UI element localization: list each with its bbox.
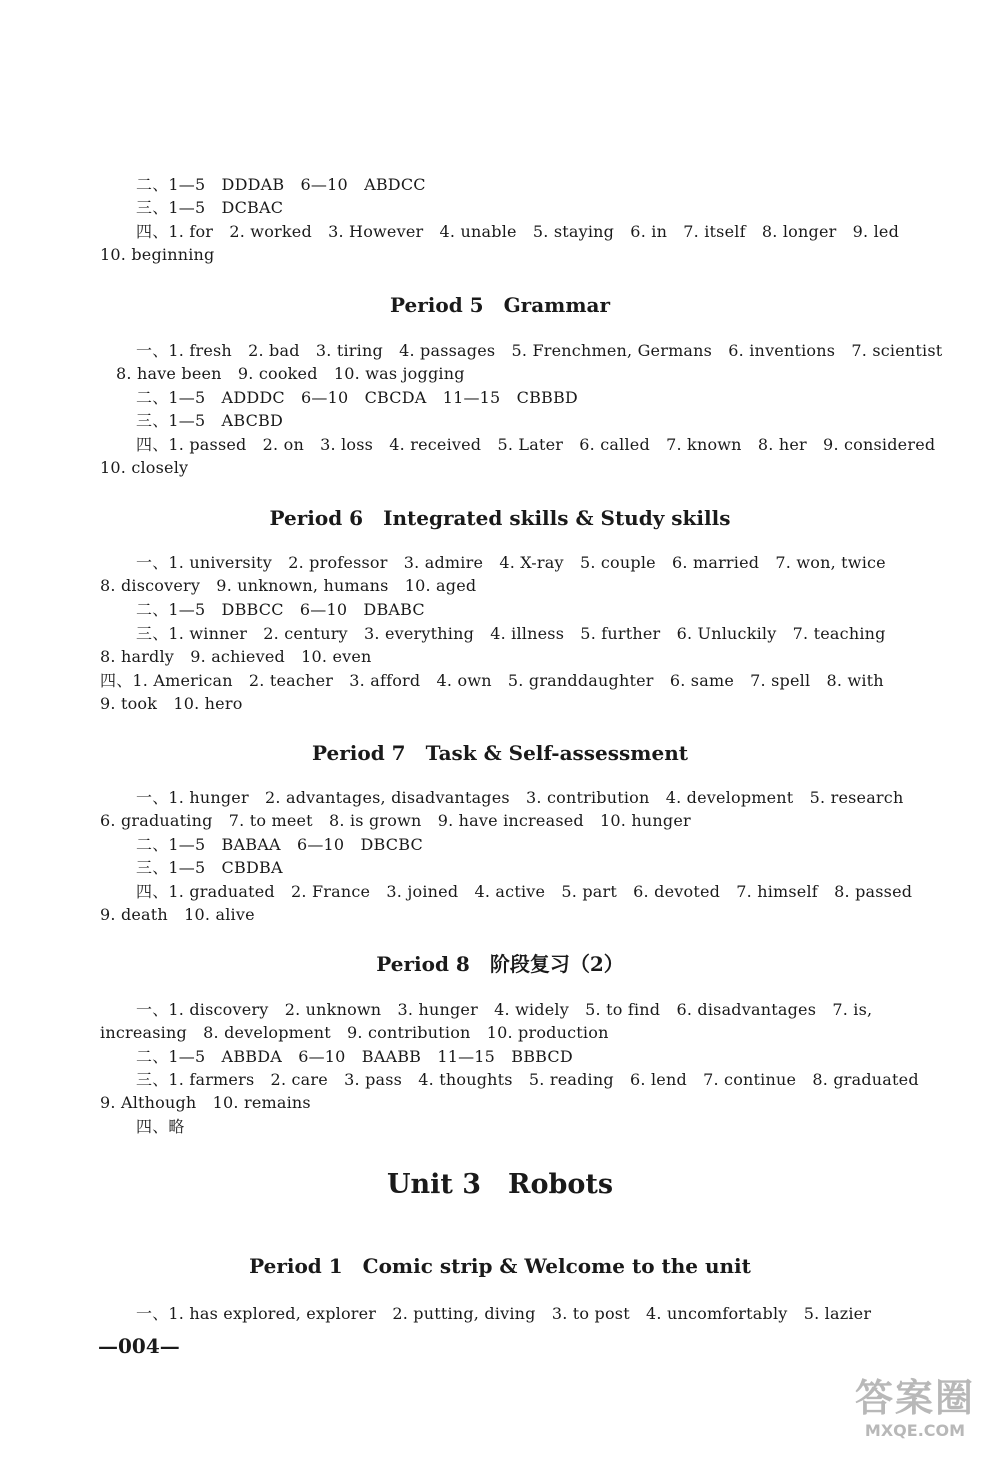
answer-line: 三、1—5 DCBAC xyxy=(136,198,284,217)
answer-line: 8. have been 9. cooked 10. was jogging xyxy=(116,364,465,383)
section-heading: Period 6 Integrated skills & Study skills xyxy=(269,506,731,530)
answer-line: 四、略 xyxy=(136,1117,185,1136)
answer-line: 10. beginning xyxy=(100,245,215,264)
answer-line: 三、1—5 CBDBA xyxy=(136,858,283,877)
answer-line: 二、1—5 DBBCC 6—10 DBABC xyxy=(136,600,425,619)
section-heading: Period 7 Task & Self-assessment xyxy=(312,741,688,765)
answer-line: 9. took 10. hero xyxy=(100,694,243,713)
unit-heading: Unit 3 Robots xyxy=(386,1169,614,1200)
answer-line: 二、1—5 BABAA 6—10 DBCBC xyxy=(136,835,423,854)
answer-line: 三、1. winner 2. century 3. everything 4. illness 5. further 6. Unluckily 7. teaching xyxy=(136,624,886,643)
section-heading: Period 1 Comic strip & Welcome to the unit xyxy=(249,1254,751,1278)
section-heading: Period 5 Grammar xyxy=(390,293,610,317)
answer-line: 四、1. passed 2. on 3. loss 4. received 5. Later 6. called 7. known 8. her 9. considered xyxy=(136,435,936,454)
answer-line: 二、1—5 ADDDC 6—10 CBCDA 11—15 CBBBD xyxy=(136,388,578,407)
answer-line: 四、1. for 2. worked 3. However 4. unable 5. staying 6. in 7. itself 8. longer 9. led xyxy=(136,222,900,241)
answer-line: 9. death 10. alive xyxy=(100,905,255,924)
answer-line: 三、1—5 ABCBD xyxy=(136,411,283,430)
answer-line: 9. Although 10. remains xyxy=(100,1093,311,1112)
answer-line: 四、1. American 2. teacher 3. afford 4. own 5. granddaughter 6. same 7. spell 8. with xyxy=(100,671,884,690)
answer-line: 一、1. has explored, explorer 2. putting, diving 3. to post 4. uncomfortably 5. lazier xyxy=(136,1304,872,1323)
watermark-text: 答案圈 xyxy=(854,1375,975,1420)
answer-line: increasing 8. development 9. contribution 10. production xyxy=(100,1023,609,1042)
answer-line: 8. discovery 9. unknown, humans 10. aged xyxy=(100,576,477,595)
answer-line: 一、1. discovery 2. unknown 3. hunger 4. widely 5. to find 6. disadvantages 7. is, xyxy=(136,1000,873,1019)
answer-line: 三、1. farmers 2. care 3. pass 4. thoughts 5. reading 6. lend 7. continue 8. graduated xyxy=(136,1070,919,1089)
answer-line: 二、1—5 DDDAB 6—10 ABDCC xyxy=(136,175,426,194)
watermark-url: MXQE.COM xyxy=(864,1421,966,1440)
answer-line: 四、1. graduated 2. France 3. joined 4. active 5. part 6. devoted 7. himself 8. passed xyxy=(136,882,913,901)
answer-line: 10. closely xyxy=(100,458,189,477)
answer-line: 一、1. university 2. professor 3. admire 4. X-ray 5. couple 6. married 7. won, twice xyxy=(136,553,886,572)
answer-line: 8. hardly 9. achieved 10. even xyxy=(100,647,372,666)
section-heading: Period 8 阶段复习（2） xyxy=(376,952,624,976)
watermark-logo xyxy=(840,1375,990,1455)
page-number: —004— xyxy=(98,1334,180,1358)
answer-line: 一、1. hunger 2. advantages, disadvantages 3. contribution 4. development 5. research xyxy=(136,788,904,807)
answer-line: 一、1. fresh 2. bad 3. tiring 4. passages 5. Frenchmen, Germans 6. inventions 7. scientist xyxy=(136,341,943,360)
answer-line: 6. graduating 7. to meet 8. is grown 9. have increased 10. hunger xyxy=(100,811,691,830)
answer-line: 二、1—5 ABBDA 6—10 BAABB 11—15 BBBCD xyxy=(136,1047,573,1066)
